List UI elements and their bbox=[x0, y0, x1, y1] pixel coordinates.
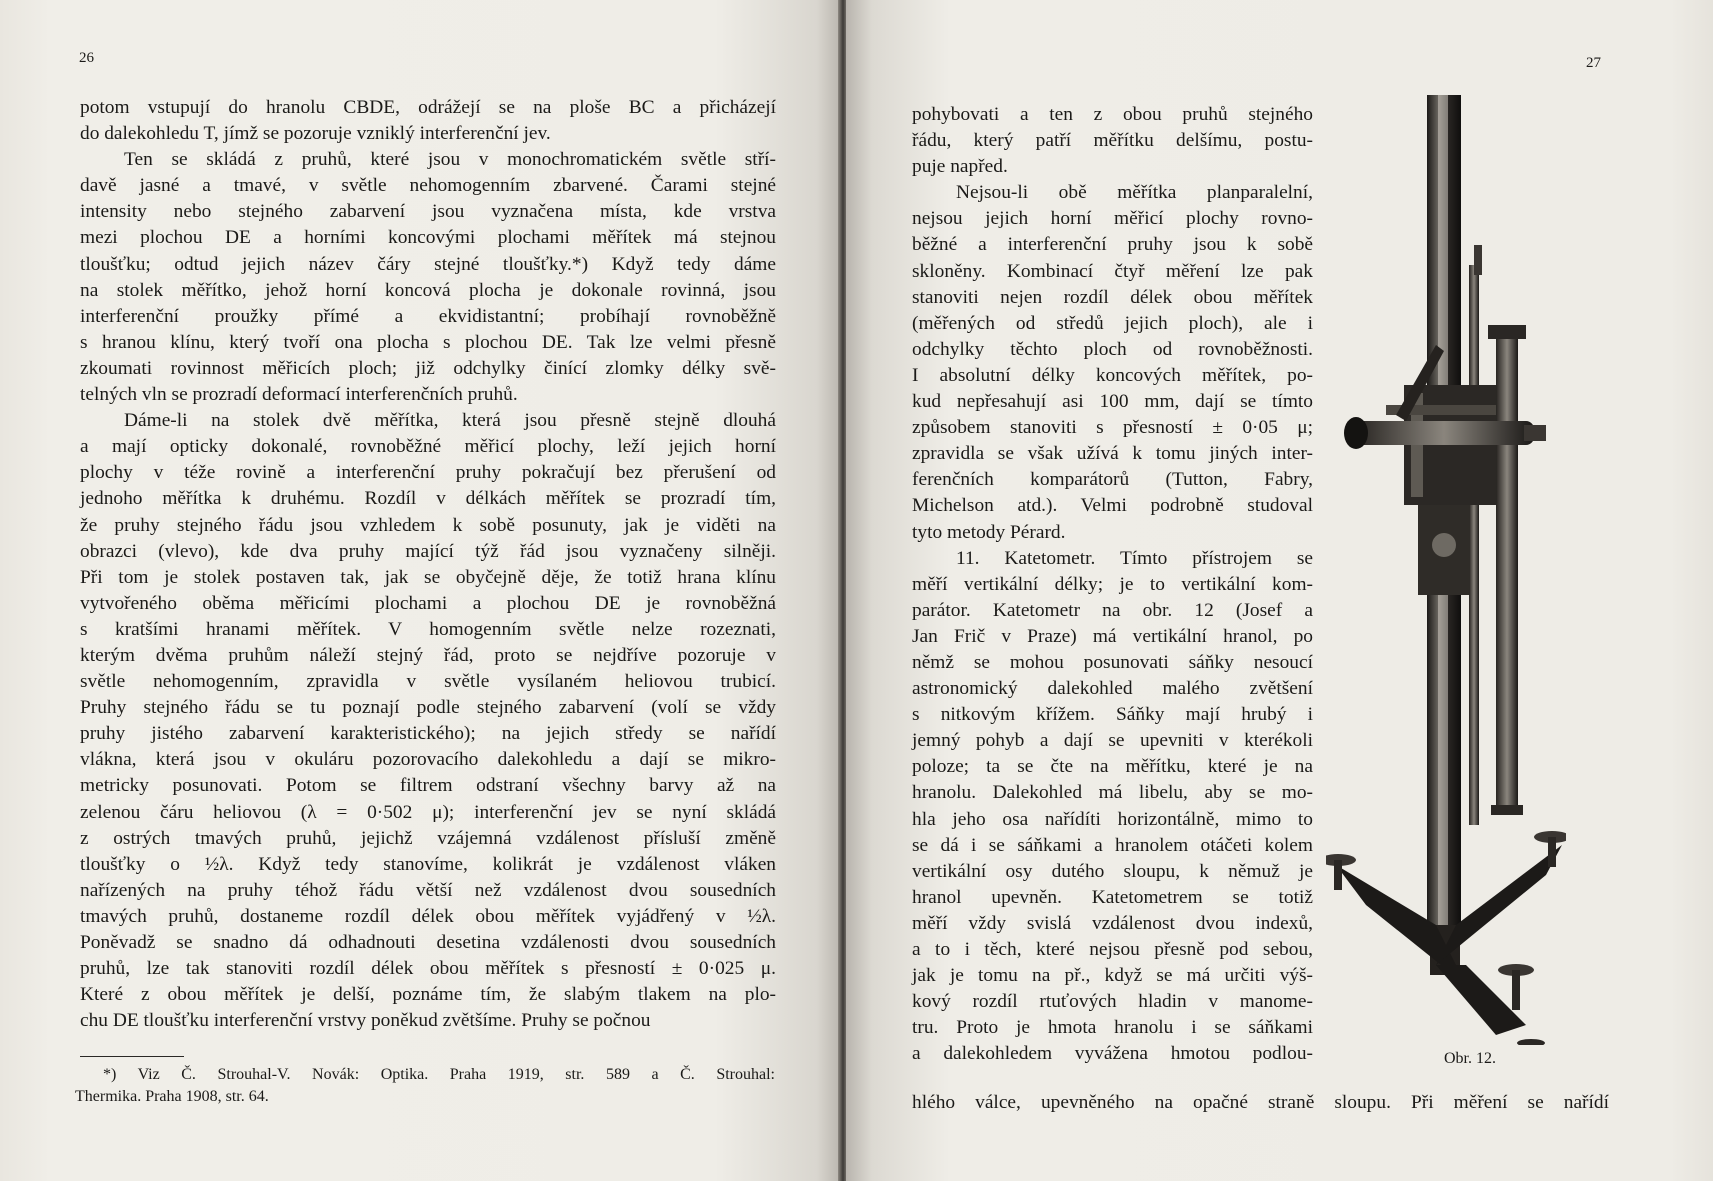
text-line: astronomický dalekohled malého zvětšení bbox=[912, 678, 1313, 700]
text-line: metricky posunovati. Potom se filtrem odstraní všechny barvy až na bbox=[80, 775, 776, 797]
text-line: zkoumati rovinnost měřicích ploch; již odchylky činící zlomky délky svě- bbox=[80, 357, 776, 379]
text-line: Michelson atd.). Velmi podrobně studoval bbox=[912, 495, 1313, 517]
text-line: zelenou čáru heliovou (λ = 0·502 μ); interferenční jev se nyní skládá bbox=[80, 801, 776, 823]
footnote bbox=[75, 1064, 775, 1107]
text-line: plochy v téže rovině a interferenční pruhy pokračují bez přerušení od bbox=[80, 462, 776, 484]
text-line: tmavých pruhů, dostaneme rozdíl délek obou měřítek vyjádřený v ½λ. bbox=[80, 905, 776, 927]
text-line: a dalekohledem vyvážena hmotou podlou- bbox=[912, 1043, 1313, 1065]
text-line: tloušťku; odtud jejich název čáry stejné tloušťky.*) Když tedy dáme bbox=[80, 253, 776, 275]
text-line: běžné a interferenční pruhy jsou k sobě bbox=[912, 234, 1313, 256]
text-line: Poněvadž se snadno dá odhadnouti desetina vzdálenosti dvou sousedních bbox=[80, 932, 776, 953]
text-line: Které z obou měřítek je delší, poznáme tím, že slabým tlakem na plo- bbox=[80, 984, 776, 1006]
text-line: měří vždy svislá vzdálenost dvou indexů, bbox=[912, 912, 1313, 934]
text-line: z ostrých tmavých pruhů, jejichž vzájemná vzdálenost přísluší změně bbox=[80, 827, 776, 849]
left-body-text bbox=[80, 95, 776, 1034]
text-line: Při tom je stolek postaven tak, jak se obyčejně děje, že totiž hrana klínu bbox=[80, 566, 776, 588]
text-line: do dalekohledu T, jímž se pozoruje vzniklý interferenční jev. bbox=[80, 123, 551, 145]
text-line: a mají opticky dokonalé, rovnoběžné měřicí plochy, leží jejich horní bbox=[80, 436, 776, 458]
text-line: 11. Katetometr. Tímto přístrojem se bbox=[956, 547, 1313, 569]
left-page bbox=[0, 0, 842, 1181]
text-line: němž se mohou posunovati sáňky nesoucí bbox=[912, 651, 1313, 673]
text-line: davě jasné a tmavé, v světle nehomogenním zbarvené. Čarami stejné bbox=[80, 175, 776, 197]
text-line: puje napřed. bbox=[912, 156, 1008, 178]
page-number-left: 26 bbox=[79, 50, 94, 66]
text-line: pruhy jistého zabarvení karakteristického); na jejich středy se nařídí bbox=[80, 723, 776, 745]
text-line: nařízených na pruhy téhož řádu větší než vzdálenost dvou sousedních bbox=[80, 879, 776, 901]
text-line: zpravidla se však užívá k tomu jiných inter- bbox=[912, 443, 1313, 465]
text-line: (měřených od středů jejich ploch), ale i bbox=[912, 312, 1313, 334]
text-line: tru. Proto je hmota hranolu i se sáňkami bbox=[912, 1017, 1313, 1039]
text-line: hranol upevněn. Katetometrem se totiž bbox=[912, 886, 1313, 908]
text-line: chu DE tloušťku interferenční vrstvy poněkud zvětšíme. Pruhy se počnou bbox=[80, 1010, 651, 1032]
text-line: s nitkovým křížem. Sáňky mají hrubý i bbox=[912, 704, 1313, 726]
text-line: Ten se skládá z pruhů, které jsou v monochromatickém světle stří- bbox=[124, 149, 776, 171]
text-line: jednoho měřítka k druhému. Rozdíl v délkách měřítek se prozradí tím, bbox=[80, 488, 776, 510]
text-line: vertikální osy dutého sloupu, k němuž je bbox=[912, 860, 1313, 882]
text-line: intensity nebo stejného zabarvení jsou vyznačena místa, kde vrstva bbox=[80, 201, 776, 223]
text-line: způsobem stanoviti s přesností ± 0·05 μ; bbox=[912, 417, 1313, 439]
text-line: světle nehomogenním, zpravidla v světle vysílaném heliovou trubicí. bbox=[80, 671, 776, 693]
text-line: potom vstupují do hranolu CBDE, odrážejí se na ploše BC a přicházejí bbox=[80, 97, 776, 118]
text-line: skloněny. Kombinací čtyř měření lze pak bbox=[912, 260, 1313, 282]
text-line: hlého válce, upevněného na opačné straně sloupu. Při měření se nařídí bbox=[912, 1092, 1609, 1113]
text-line: s kratšími hranami měřítek. V homogenním světle nelze rozeznati, bbox=[80, 618, 776, 640]
text-line: hla jeho osa nařídíti horizontálně, mimo to bbox=[912, 808, 1313, 830]
text-line: ferenčních komparátorů (Tutton, Fabry, bbox=[912, 469, 1313, 491]
text-line: telných vln se prozradí deformací interferenčních pruhů. bbox=[80, 384, 518, 406]
cathetometer-illustration bbox=[1326, 85, 1566, 1045]
footnote-rule bbox=[80, 1056, 184, 1057]
text-line: nejsou jejich horní měřicí plochy rovno- bbox=[912, 208, 1313, 230]
footnote-line: Thermika. Praha 1908, str. 64. bbox=[75, 1087, 269, 1105]
right-body-last-line bbox=[912, 1090, 1609, 1116]
text-line: pohybovati a ten z obou pruhů stejného bbox=[912, 104, 1313, 125]
text-line: parátor. Katetometr na obr. 12 (Josef a bbox=[912, 599, 1313, 621]
text-line: že pruhy stejného řádu jsou vzhledem k sobě posunuty, jak je viděti na bbox=[80, 514, 776, 536]
text-line: poloze; ta se čte na měřítku, které je na bbox=[912, 756, 1313, 778]
text-line: jemný pohyb a dají se upevniti v kterékoli bbox=[912, 730, 1313, 752]
right-body-text bbox=[912, 102, 1313, 1067]
text-line: tloušťky o ½λ. Když tedy stanovíme, kolikrát je vzdálenost vláken bbox=[80, 853, 776, 875]
text-line: vlákna, která jsou v okuláru pozorovacího dalekohledu a dají se mikro- bbox=[80, 749, 776, 771]
text-line: měří vertikální délky; je to vertikální kom- bbox=[912, 573, 1313, 595]
page-number-right: 27 bbox=[1586, 55, 1601, 71]
text-line: Jan Frič v Praze) má vertikální hranol, po bbox=[912, 625, 1313, 647]
text-line: Dáme-li na stolek dvě měřítka, která jsou přesně stejně dlouhá bbox=[124, 410, 776, 432]
text-line: kud nepřesahují asi 100 mm, dají se tímto bbox=[912, 391, 1313, 413]
text-line: mezi plochou DE a horními koncovými plochami měřítek má stejnou bbox=[80, 227, 776, 249]
text-line: I absolutní délky koncových měřítek, po- bbox=[912, 364, 1313, 386]
text-line: na stolek měřítko, jehož horní koncová plocha je dokonale rovinná, jsou bbox=[80, 279, 776, 301]
text-line: řádu, který patří měřítku delšímu, postu- bbox=[912, 130, 1313, 152]
text-line: kový rozdíl rtuťových hladin v manome- bbox=[912, 991, 1313, 1013]
text-line: pruhů, lze tak stanoviti rozdíl délek obou měřítek s přesností ± 0·025 μ. bbox=[80, 958, 776, 980]
right-page bbox=[846, 0, 1713, 1181]
footnote-line: *) Viz Č. Strouhal-V. Novák: Optika. Praha 1919, str. 589 a Č. Strouhal: bbox=[103, 1066, 775, 1083]
text-line: Nejsou-li obě měřítka planparalelní, bbox=[956, 182, 1313, 204]
text-line: Pruhy stejného řádu se tu poznají podle stejného zabarvení (volí se vždy bbox=[80, 697, 776, 719]
figure-caption: Obr. 12. bbox=[1444, 1050, 1496, 1067]
text-line: odchylky těchto ploch od rovnoběžnosti. bbox=[912, 338, 1313, 360]
text-line: s hranou klínu, který tvoří ona plocha s plochou DE. Tak lze velmi přesně bbox=[80, 331, 776, 353]
text-line: obrazci (vlevo), kde dva pruhy mající týž řád jsou vyznačeny silněji. bbox=[80, 540, 776, 562]
text-line: hranolu. Dalekohled má libelu, aby se mo- bbox=[912, 782, 1313, 804]
text-line: stanoviti nejen rozdíl délek obou měřítek bbox=[912, 286, 1313, 308]
text-line: se dá i se sáňkami a hranolem otáčeti kolem bbox=[912, 834, 1313, 856]
text-line: jak je tomu na př., když se má určiti výš- bbox=[912, 965, 1313, 987]
text-line: a to i těch, které nejsou přesně pod sebou, bbox=[912, 939, 1313, 960]
text-line: vytvořeného oběma měřicími plochami a plochou DE je rovnoběžná bbox=[80, 592, 776, 614]
text-line: interferenční proužky přímé a ekvidistantní; probíhají rovnoběžně bbox=[80, 305, 776, 327]
text-line: tyto metody Pérard. bbox=[912, 521, 1066, 543]
text-line: kterým dvěma pruhům náleží stejný řád, proto se nejdříve pozoruje v bbox=[80, 644, 776, 666]
